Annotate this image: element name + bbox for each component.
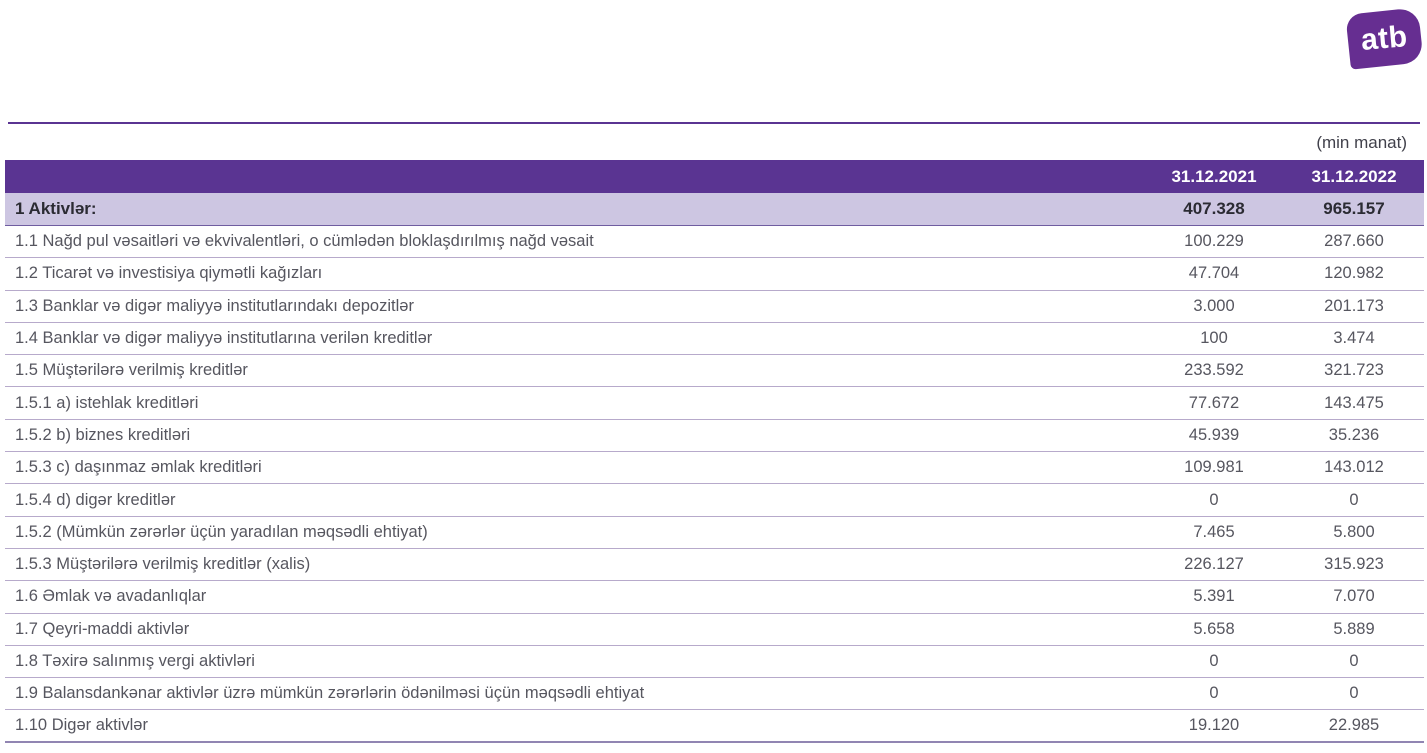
value-2022: 0 — [1349, 490, 1359, 509]
value-2021: 5.391 — [1193, 587, 1235, 606]
value-2022: 5.800 — [1333, 522, 1375, 541]
row-label: 1.10 Digər aktivlər — [15, 716, 148, 735]
row-label: 1.5.3 Müştərilərə verilmiş kreditlər (xalis) — [15, 555, 311, 574]
table-row — [5, 291, 1424, 323]
value-2021: 226.127 — [1184, 555, 1244, 574]
value-2022: 965.157 — [1323, 199, 1385, 218]
value-2021: 0 — [1209, 652, 1219, 670]
table-header-row — [5, 160, 1424, 193]
value-2021: 109.981 — [1184, 458, 1244, 477]
value-2022: 0 — [1349, 652, 1359, 670]
row-label: 1.9 Balansdankənar aktivlər üzrə mümkün zərərlərin ödənilməsi üçün məqsədli ehtiyat — [15, 684, 645, 703]
value-2022: 287.660 — [1324, 232, 1384, 251]
table-row — [5, 452, 1424, 484]
table-row — [5, 678, 1424, 710]
assets-table — [5, 160, 1424, 743]
table-row — [5, 614, 1424, 646]
table-row — [5, 355, 1424, 387]
row-label: 1.3 Banklar və digər maliyyə institutlarındakı depozitlər — [15, 296, 414, 315]
atb-bank-logo — [1345, 7, 1423, 69]
value-2022: 0 — [1349, 684, 1359, 703]
value-2022: 5.889 — [1333, 619, 1375, 638]
table-row — [5, 581, 1424, 613]
value-2021: 19.120 — [1188, 716, 1240, 735]
row-label: 1.5.3 c) daşınmaz əmlak kreditləri — [15, 458, 262, 477]
row-label: 1.2 Ticarət və investisiya qiymətli kağızları — [15, 264, 323, 283]
value-2021: 100 — [1200, 329, 1228, 348]
table-row — [5, 710, 1424, 742]
value-2021: 0 — [1209, 684, 1219, 703]
table-row — [5, 226, 1424, 258]
value-2021: 3.000 — [1193, 296, 1235, 315]
value-2021: 100.229 — [1184, 232, 1244, 251]
row-label: 1.5 Müştərilərə verilmiş kreditlər — [15, 361, 248, 380]
table-row — [5, 646, 1424, 678]
atb-logo-text: atb — [1359, 19, 1410, 57]
value-2022: 201.173 — [1324, 296, 1384, 315]
row-label: 1.5.4 d) digər kreditlər — [15, 490, 176, 509]
value-2022: 315.923 — [1324, 555, 1384, 574]
value-2021: 77.672 — [1188, 393, 1240, 412]
value-2022: 3.474 — [1333, 329, 1375, 348]
value-2022: 7.070 — [1333, 587, 1375, 606]
table-row — [5, 484, 1424, 516]
table-row — [5, 258, 1424, 290]
row-label: 1.8 Təxirə salınmış vergi aktivləri — [15, 652, 255, 670]
table-row — [5, 549, 1424, 581]
value-2021: 47.704 — [1188, 264, 1240, 283]
table-row — [5, 420, 1424, 452]
row-label: 1.5.2 b) biznes kreditləri — [15, 425, 191, 444]
top-divider-line — [8, 122, 1420, 124]
value-2021: 233.592 — [1184, 361, 1244, 380]
value-2022: 35.236 — [1328, 425, 1380, 444]
row-label: 1.5.1 a) istehlak kreditləri — [15, 393, 199, 412]
value-2021: 0 — [1209, 490, 1219, 509]
value-2022: 143.012 — [1324, 458, 1384, 477]
header-date-2022: 31.12.2022 — [1311, 166, 1397, 186]
table-row-total-assets — [5, 193, 1424, 226]
row-label: 1.7 Qeyri-maddi aktivlər — [15, 619, 190, 638]
header-date-2021: 31.12.2021 — [1171, 166, 1257, 186]
table-row — [5, 387, 1424, 419]
row-label: 1.6 Əmlak və avadanlıqlar — [15, 587, 207, 606]
value-2021: 407.328 — [1183, 199, 1245, 218]
value-2021: 7.465 — [1193, 522, 1235, 541]
table-row — [5, 323, 1424, 355]
row-label: 1.4 Banklar və digər maliyyə institutlarına verilən kreditlər — [15, 329, 433, 348]
value-2021: 45.939 — [1188, 425, 1240, 444]
value-2022: 120.982 — [1324, 264, 1384, 283]
value-2022: 321.723 — [1324, 361, 1384, 380]
value-2022: 22.985 — [1328, 716, 1380, 735]
value-2022: 143.475 — [1324, 393, 1384, 412]
row-label: 1 Aktivlər: — [15, 199, 97, 218]
row-label: 1.1 Nağd pul vəsaitləri və ekvivalentləri, o cümlədən bloklaşdırılmış nağd vəsait — [15, 232, 594, 251]
row-label: 1.5.2 (Mümkün zərərlər üçün yaradılan məqsədli ehtiyat) — [15, 522, 428, 541]
table-row — [5, 517, 1424, 549]
currency-unit-label: (min manat) — [1316, 133, 1407, 152]
value-2021: 5.658 — [1193, 619, 1235, 638]
